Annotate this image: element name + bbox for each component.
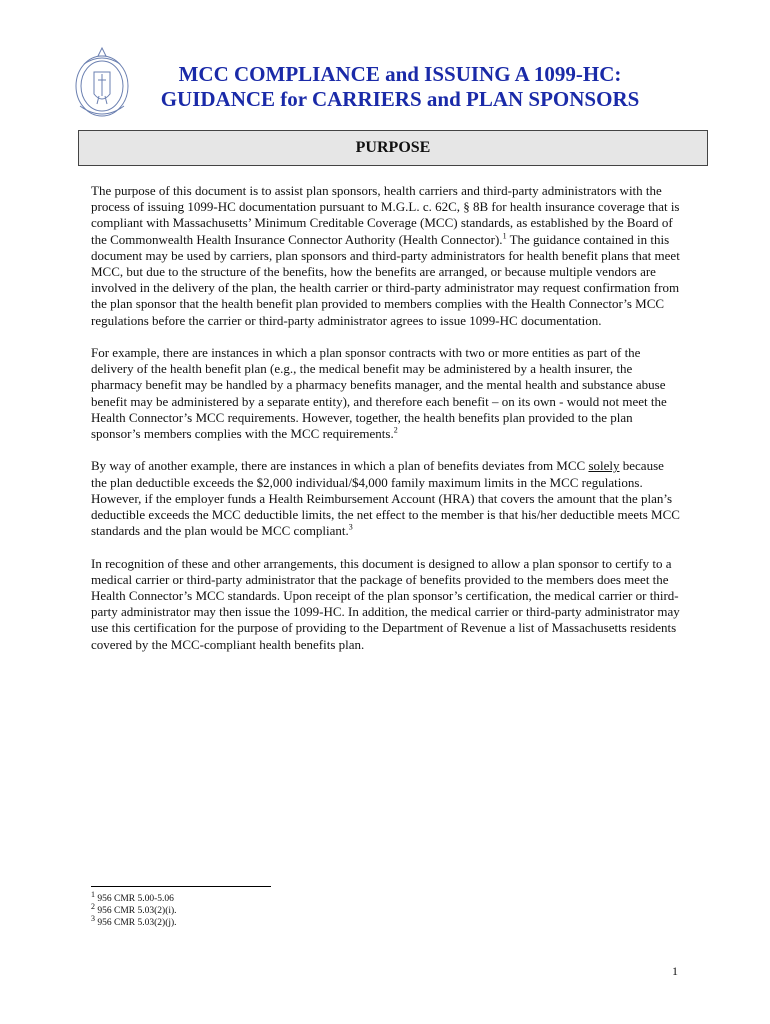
emphasis-solely: solely [588, 458, 620, 474]
paragraph-2-text: For example, there are instances in which a plan sponsor contracts with two or more entities as part of the delivery of the health benefit plan (e.g., the medical benefit may be administered by a health insurer, the pharmacy benefit may be handled by a pharmacy benefits manager, and the mental health and substance abuse benefit may be administered by a separate entity), and therefore each benefit – on its own - would not meet the Health Connector’s MCC requirements. However, together, the health benefits plan provided to the plan sponsor’s members complies with the MCC requirements. [91, 345, 667, 442]
footnote-1-number: 1 [91, 889, 95, 899]
footnote-2 [91, 901, 177, 917]
footnote-3-text: 956 CMR 5.03(2)(j). [95, 918, 177, 928]
paragraph-4: In recognition of these and other arrangements, this document is designed to allow a plan sponsor to certify to a medical carrier or third-party administrator that the package of benefits provided to the members does meet the Health Connector’s MCC standards. Upon receipt of the plan sponsor’s certification, the medical carrier or third-party administrator may then issue the 1099-HC. In addition, the medical carrier or third-party administrator may use this certification for the purpose of providing to the Department of Revenue a list of Massachusetts residents covered by the MCC-compliant health benefits plan. [91, 555, 680, 652]
paragraph-3-text-a: By way of another example, there are instances in which a plan of benefits deviates from MCC [91, 458, 589, 474]
footnote-1-text: 956 CMR 5.00-5.06 [95, 894, 174, 904]
title-line-2: GUIDANCE for CARRIERS and PLAN SPONSORS [160, 87, 640, 111]
footnote-3 [91, 913, 177, 929]
paragraph-3 [91, 458, 681, 539]
paragraph-1-text-a: The purpose of this document is to assist plan sponsors, health carriers and third-party administrators with the process of issuing 1099-HC documentation pursuant to M.G.L. c. 62C, § 8B for health insurance coverage that is compliant with Massachusetts’ Minimum Creditable Coverage (MCC) standards, as established by the Board of the Commonwealth Health Insurance Connector Authority (Health Connector). [91, 183, 680, 247]
page-number: 1 [672, 964, 678, 978]
massachusetts-seal-icon [72, 44, 132, 124]
paragraph-2 [91, 345, 681, 442]
title-line-1: MCC COMPLIANCE and ISSUING A 1099-HC: [178, 62, 622, 86]
footnote-ref-3: 3 [348, 522, 353, 532]
footnote-1 [91, 889, 177, 905]
document-body [91, 183, 681, 669]
footnote-ref-1: 1 [502, 231, 507, 241]
purpose-heading-box [78, 130, 708, 166]
paragraph-1-text-b: The guidance contained in this document may be used by carriers, plan sponsors and third-party administrators for health benefit plans that meet MCC, but due to the structure of the benefits, how the benefits are arranged, or because multiple vendors are involved in the delivery of the plan, the health carrier or third-party administrator may request confirmation from the plan sponsor that the health benefit plan provided to members complies with the Health Connector’s MCC regulations before the carrier or third-party administrator agrees to issue 1099-HC documentation. [91, 231, 680, 328]
footnote-2-number: 2 [91, 901, 95, 911]
footnote-ref-2: 2 [393, 425, 398, 435]
paragraph-1 [91, 183, 681, 329]
footnote-2-text: 956 CMR 5.03(2)(i). [95, 906, 177, 916]
footnotes [91, 889, 177, 929]
footnote-divider [91, 886, 271, 887]
paragraph-3-text-b: because the plan deductible exceeds the $2,000 individual/$4,000 family maximum limits in the MCC regulations. However, if the employer funds a Health Reimbursement Account (HRA) that covers the amount that the plan’s deductible exceeds the MCC deductible limits, the net effect to the member is that his/her deductible meets MCC standards and the plan would be MCC compliant. [91, 458, 680, 539]
section-heading: PURPOSE [355, 139, 431, 156]
page-title [140, 62, 660, 112]
footnote-3-number: 3 [91, 913, 95, 923]
